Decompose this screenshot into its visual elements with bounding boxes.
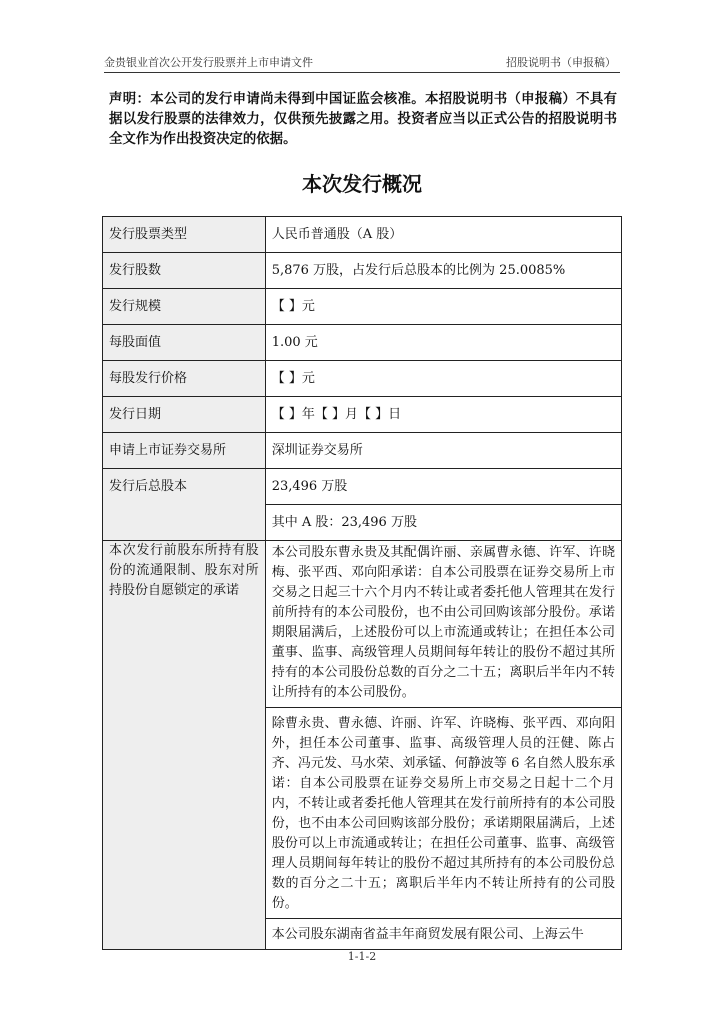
row-value-extra: 其中 A 股：23,496 万股: [265, 505, 621, 541]
table-row-stock-type: [103, 217, 622, 253]
row-label: 发行股数: [103, 253, 266, 289]
table-row-share-count: [103, 253, 622, 289]
page-title: 本次发行概况: [302, 172, 422, 196]
lockup-paragraph: 本公司股东湖南省益丰年商贸发展有限公司、上海云牛: [266, 918, 621, 949]
table-row-total-shares: [103, 469, 622, 505]
disclaimer-statement: 声明：本公司的发行申请尚未得到中国证监会核准。本招股说明书（申报稿）不具有据以发行股票的法律效力，仅供预先披露之用。投资者应当以正式公告的招股说明书全文作为作出投资决定的依据。: [109, 92, 617, 147]
row-value: 23,496 万股: [265, 469, 621, 505]
row-label: 发行日期: [103, 397, 266, 433]
table-row-exchange: [103, 433, 622, 469]
row-label: 每股面值: [103, 325, 266, 361]
lockup-paragraph: 除曹永贵、曹永德、许丽、许军、许晓梅、张平西、邓向阳外，担任本公司董事、监事、高级管理人员的汪健、陈占齐、冯元发、马水荣、刘承锰、何静波等 6 名自然人股东承诺：自本公司股票在证券交易所上市交易之日起十二个月内，不转让或者委托他人管理其在发行前所持有的本公司股份，也不由本公司回购该部分股份；承诺期限届满后，上述股份可以上市流通或转让；在担任公司董事、监事、高级管理人员期间每年转让的股份不超过其所持有的本公司股份总数的百分之二十五；离职后半年内不转让所持有的公司股份。: [266, 707, 621, 918]
row-label: 申请上市证券交易所: [103, 433, 266, 469]
table-row-issue-price: [103, 361, 622, 397]
row-value: 人民币普通股（A 股）: [265, 217, 621, 253]
row-value: 【 】元: [265, 289, 621, 325]
table-row-offering-size: [103, 289, 622, 325]
header-document-title: 金贵银业首次公开发行股票并上市申请文件: [104, 56, 313, 69]
row-value: 【 】年【 】月【 】日: [265, 397, 621, 433]
offering-overview-table: [102, 216, 622, 950]
header-divider: [104, 72, 620, 73]
row-label: 发行股票类型: [103, 217, 266, 253]
row-value: 深圳证券交易所: [265, 433, 621, 469]
page-number: 1-1-2: [347, 950, 377, 963]
table-row-issue-date: [103, 397, 622, 433]
row-label: 发行后总股本: [103, 469, 266, 541]
table-row-par-value: [103, 325, 622, 361]
row-label: 本次发行前股东所持有股份的流通限制、股东对所持股份自愿锁定的承诺: [103, 541, 266, 950]
row-label: 每股发行价格: [103, 361, 266, 397]
row-label: 发行规模: [103, 289, 266, 325]
lockup-paragraph: 本公司股东曹永贵及其配偶许丽、亲属曹永德、许军、许晓梅、张平西、邓向阳承诺：自本公司股票在证券交易所上市交易之日起三十六个月内不转让或者委托他人管理其在发行前所持有的本公司股份，也不由公司回购该部分股份。承诺期限届满后，上述股份可以上市流通或转让；在担任本公司董事、监事、高级管理人员期间每年转让的股份不超过其所持有的本公司股份总数的百分之二十五；离职后半年内不转让所持有的本公司股份。: [271, 545, 615, 700]
table-row-lockup: [103, 541, 622, 950]
row-value: 【 】元: [265, 361, 621, 397]
row-value: 1.00 元: [265, 325, 621, 361]
row-value: 5,876 万股，占发行后总股本的比例为 25.0085%: [265, 253, 621, 289]
header-document-type: 招股说明书（申报稿）: [506, 56, 616, 69]
lockup-commitments: [265, 541, 621, 950]
